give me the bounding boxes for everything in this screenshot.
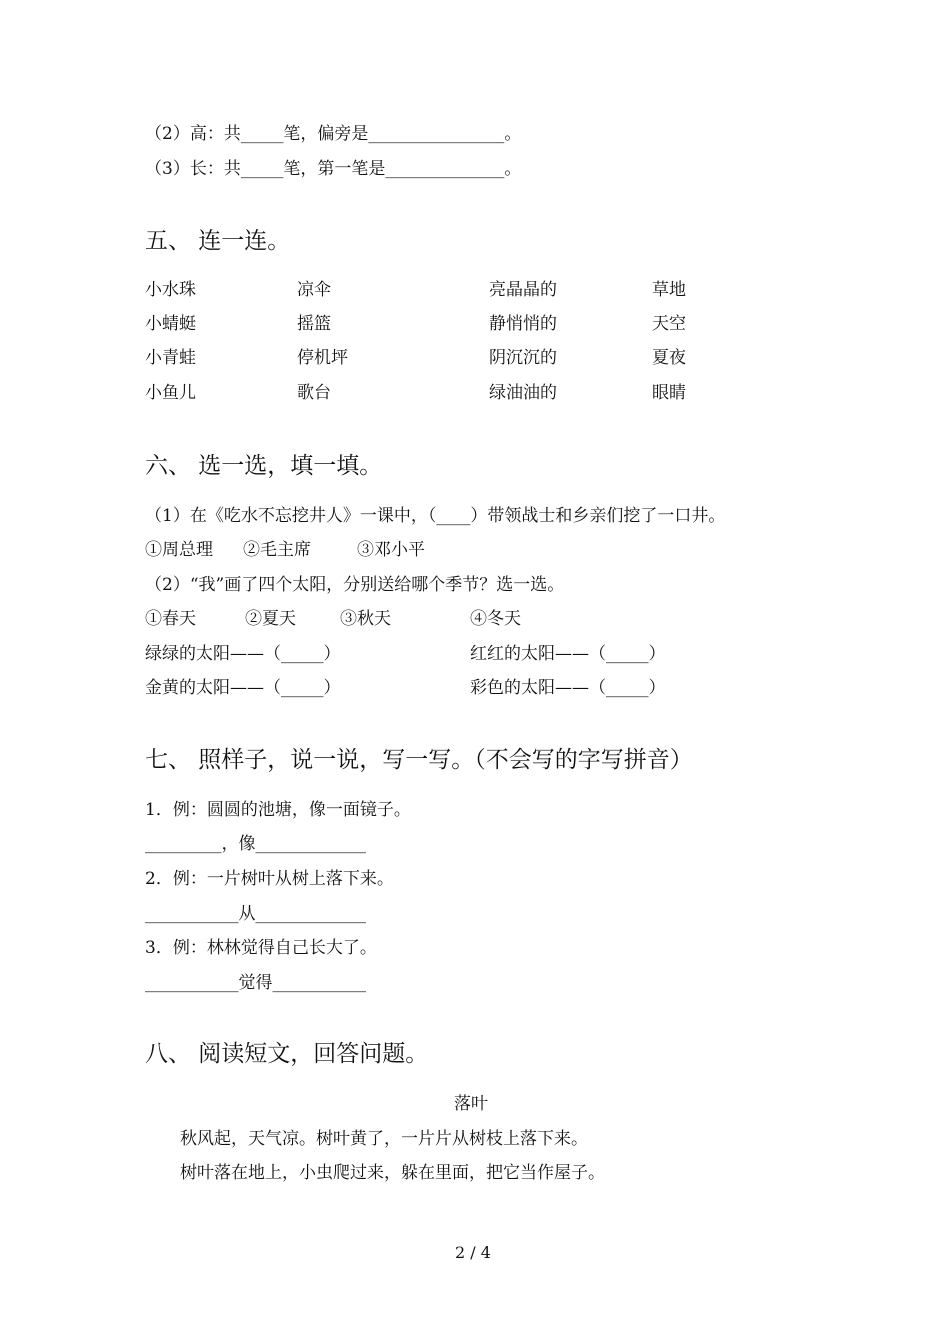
- match-col4-item: 天空: [652, 314, 686, 334]
- passage-paragraph: 树叶落在地上，小虫爬过来，躲在里面，把它当作屋子。: [180, 1163, 605, 1183]
- match-col4-item: 夏夜: [652, 348, 686, 368]
- match-col2-item: 歌台: [297, 383, 331, 403]
- passage-title: 落叶: [454, 1094, 488, 1114]
- choice-option: ④冬天: [470, 609, 521, 629]
- match-col3-item: 静悄悄的: [489, 314, 557, 334]
- sun-fill-line: 彩色的太阳——（_____）: [470, 678, 666, 698]
- match-col2-item: 摇篮: [297, 314, 331, 334]
- answer-line: ___________觉得___________: [145, 973, 366, 993]
- sun-fill-line: 绿绿的太阳——（_____）: [145, 644, 341, 664]
- match-col1-item: 小水珠: [145, 280, 196, 300]
- match-col4-item: 眼睛: [652, 383, 686, 403]
- choice-question-1: （1）在《吃水不忘挖井人》一课中，（____）带领战士和乡亲们挖了一口井。: [145, 506, 726, 526]
- section-heading-6: 六、 选一选，填一填。: [145, 453, 383, 479]
- match-col1-item: 小鱼儿: [145, 383, 196, 403]
- match-col3-item: 绿油油的: [489, 383, 557, 403]
- section-heading-7: 七、 照样子，说一说，写一写。（不会写的字写拼音）: [145, 747, 693, 773]
- match-col4-item: 草地: [652, 280, 686, 300]
- choice-option: ②夏天: [245, 609, 296, 629]
- answer-line: ___________从_____________: [145, 904, 366, 924]
- choice-option: ①春天: [145, 609, 196, 629]
- example-sentence: 3．例：林林觉得自己长大了。: [145, 938, 377, 958]
- choice-question-2: （2）“我”画了四个太阳，分别送给哪个季节？选一选。: [145, 575, 565, 595]
- choice-option: ①周总理: [145, 540, 213, 560]
- match-col3-item: 亮晶晶的: [489, 280, 557, 300]
- choice-option: ③秋天: [340, 609, 391, 629]
- sun-fill-line: 红红的太阳——（_____）: [470, 644, 666, 664]
- sun-fill-line: 金黄的太阳——（_____）: [145, 678, 341, 698]
- example-sentence: 2．例：一片树叶从树上落下来。: [145, 869, 394, 889]
- match-col3-item: 阴沉沉的: [489, 348, 557, 368]
- example-sentence: 1．例：圆圆的池塘，像一面镜子。: [145, 800, 411, 820]
- section-heading-5: 五、 连一连。: [145, 228, 291, 254]
- section-heading-8: 八、 阅读短文，回答问题。: [145, 1041, 429, 1067]
- choice-option: ②毛主席: [243, 540, 311, 560]
- match-col2-item: 凉伞: [297, 280, 331, 300]
- question-line-2: （2）高：共_____笔，偏旁是________________。: [145, 124, 522, 144]
- match-col1-item: 小青蛙: [145, 348, 196, 368]
- match-col2-item: 停机坪: [297, 348, 348, 368]
- passage-paragraph: 秋风起，天气凉。树叶黄了，一片片从树枝上落下来。: [180, 1129, 588, 1149]
- page-number: 2 / 4: [455, 1243, 491, 1262]
- question-line-3: （3）长：共_____笔，第一笔是______________。: [145, 159, 522, 179]
- match-col1-item: 小蜻蜓: [145, 314, 196, 334]
- choice-option: ③邓小平: [357, 540, 425, 560]
- answer-line: _________，像_____________: [145, 834, 366, 854]
